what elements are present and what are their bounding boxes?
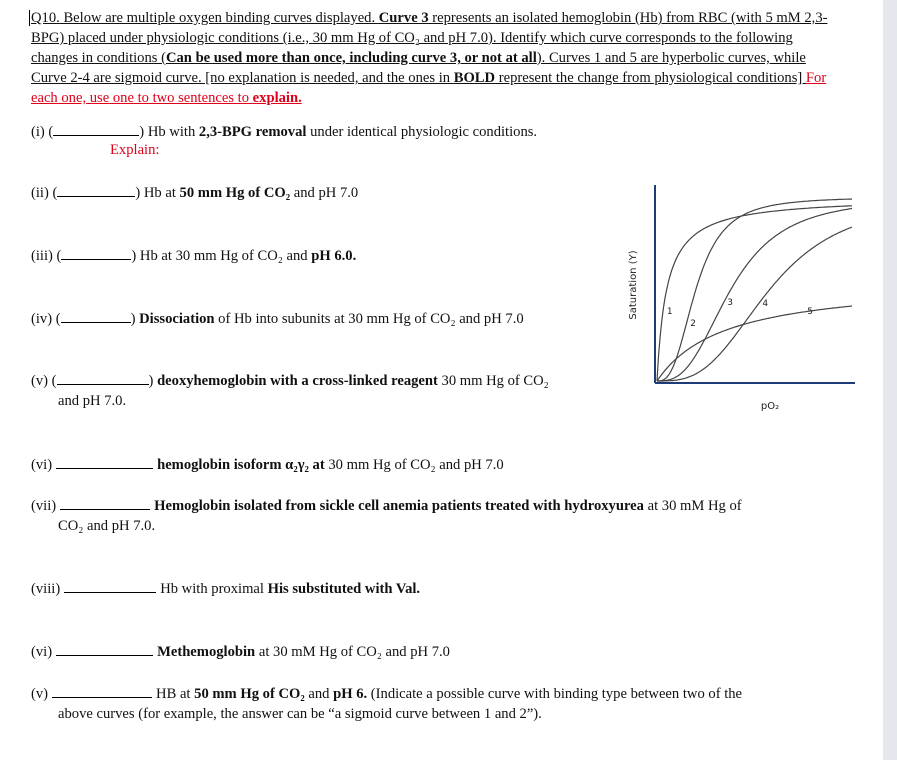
answer-blank[interactable] xyxy=(60,495,150,510)
item-label: (vii) xyxy=(31,498,57,514)
curve-1-label: 1 xyxy=(666,307,673,317)
item-text: Hb at xyxy=(140,185,180,201)
item-text: Methemoglobin xyxy=(157,644,256,660)
item-label: (ii) ( xyxy=(31,185,58,201)
item-text: Hb at 30 mm Hg of CO₂ and xyxy=(136,248,312,264)
item-text: Hb with xyxy=(144,124,199,140)
question-text: represent the change from physiological conditions] xyxy=(495,70,806,86)
question-text: an isolated xyxy=(495,10,558,26)
item-text: and xyxy=(304,686,334,702)
text-cursor xyxy=(29,10,30,26)
item-text: at 30 mM Hg of xyxy=(643,498,742,514)
item-label: (viii) xyxy=(31,581,61,597)
item-text: HB at xyxy=(156,686,195,702)
item-vii xyxy=(31,495,742,516)
x-axis-label: pO₂ xyxy=(760,401,780,412)
item-v xyxy=(31,370,549,391)
answer-blank[interactable] xyxy=(61,245,131,260)
question-text: Below are multiple oxygen binding curves displayed. xyxy=(59,10,379,26)
y-axis-label: Saturation (Y) xyxy=(628,250,639,320)
vertical-scrollbar[interactable] xyxy=(883,0,897,760)
item-vi xyxy=(31,454,504,475)
item-v-hb-ph6-continued: above curves (for example, the answer can be “a sigmoid curve between 1 and 2”). xyxy=(58,706,542,722)
answer-blank[interactable] xyxy=(64,578,156,593)
answer-blank[interactable] xyxy=(56,454,153,469)
item-viii xyxy=(31,578,420,599)
question-number: Q10. xyxy=(31,10,60,26)
answer-blank[interactable] xyxy=(61,308,131,323)
item-text: 30 mm Hg of CO₂ xyxy=(437,373,549,389)
question-text: hemoglobin (Hb) from RBC (with 5 mM 2,3-BPG) placed under physiologic conditions (i.e., 30 mm Hg of CO₂ and pH 7.0). Identify which curve corresponds to the following changes in conditions ( xyxy=(31,10,828,66)
question-text: Curve 3 xyxy=(378,10,429,26)
item-iii xyxy=(31,245,356,266)
item-text: Hemoglobin isolated from sickle cell anemia patients treated with hydroxyurea xyxy=(154,498,644,514)
question-text: ). Curves 1 and 5 are hyperbolic curves, while Curve 2-4 are sigmoid xyxy=(31,50,806,86)
item-text: pH 6. xyxy=(333,686,368,702)
item-label: (v) xyxy=(31,686,49,702)
item-text: under identical physiologic conditions. xyxy=(306,124,538,140)
item-text: 50 mm Hg of CO₂ xyxy=(194,686,305,702)
item-label: (i) ( xyxy=(31,124,54,140)
item-text: 30 mm Hg of CO₂ and pH 7.0 xyxy=(324,457,504,473)
item-text: deoxyhemoglobin with a cross-linked reagent xyxy=(157,373,438,389)
item-v-continued: and pH 7.0. xyxy=(58,393,127,409)
item-i xyxy=(31,121,537,142)
question-header xyxy=(31,8,831,108)
curves-group xyxy=(657,199,852,381)
question-instruction: explain. xyxy=(252,90,302,106)
answer-blank[interactable] xyxy=(57,370,149,385)
curve-4-label: 4 xyxy=(762,298,769,309)
item-paren: ) xyxy=(135,185,141,201)
item-v-hb-ph6 xyxy=(31,683,742,704)
question-text: curve xyxy=(165,70,198,86)
answer-blank[interactable] xyxy=(57,182,135,197)
item-vii-continued: CO₂ and pH 7.0. xyxy=(58,518,156,534)
curve-3-line xyxy=(657,209,852,382)
item-paren: ) xyxy=(139,124,145,140)
item-label: (v) ( xyxy=(31,373,57,389)
item-text: hemoglobin isoform α₂γ₂ at xyxy=(157,457,325,473)
item-text: at 30 mM Hg of CO₂ and pH 7.0 xyxy=(255,644,450,660)
explain-label: Explain: xyxy=(110,142,160,158)
item-label: (vi) xyxy=(31,644,53,660)
item-label: (vi) xyxy=(31,457,53,473)
item-text: of Hb into subunits at 30 mm Hg of CO₂ and pH 7.0 xyxy=(214,311,524,327)
item-text: 50 mm Hg of CO₂ xyxy=(179,185,291,201)
question-instruction: For each one, use one to two sentences to xyxy=(31,70,827,106)
question-text: BOLD xyxy=(453,70,496,86)
curve-3-label: 3 xyxy=(727,298,734,309)
item-text: 2,3-BPG removal xyxy=(198,124,307,140)
item-text: Hb with proximal xyxy=(160,581,268,597)
item-label: (iii) ( xyxy=(31,248,62,264)
item-ii xyxy=(31,182,358,203)
curve-5-line xyxy=(657,306,852,381)
item-paren: ) xyxy=(130,311,136,327)
curve-2-line xyxy=(657,199,852,381)
item-text: and pH 7.0 xyxy=(290,185,359,201)
oxygen-binding-chart xyxy=(620,175,870,425)
item-text: Dissociation xyxy=(139,311,215,327)
question-text: represents xyxy=(428,10,496,26)
item-paren: ) xyxy=(131,248,137,264)
item-text: (Indicate a possible curve with binding type between two of the xyxy=(367,686,743,702)
chart-svg xyxy=(620,175,870,425)
item-iv xyxy=(31,308,524,329)
question-text: Can be used more than once, including curve 3, or not at all xyxy=(165,50,537,66)
question-text: . [no explanation is needed, and the ones in xyxy=(197,70,454,86)
curve-4-line xyxy=(657,227,852,381)
answer-blank[interactable] xyxy=(52,683,152,698)
item-label: (iv) ( xyxy=(31,311,61,327)
curve-2-label: 2 xyxy=(690,319,697,330)
curve-5-label: 5 xyxy=(807,307,814,317)
item-text: His substituted with Val. xyxy=(267,581,421,597)
item-paren: ) xyxy=(148,373,154,389)
item-text: pH 6.0. xyxy=(311,248,357,264)
item-vi-methemoglobin xyxy=(31,641,450,662)
answer-blank[interactable] xyxy=(53,121,139,136)
answer-blank[interactable] xyxy=(56,641,153,656)
curve-1-line xyxy=(657,206,852,381)
